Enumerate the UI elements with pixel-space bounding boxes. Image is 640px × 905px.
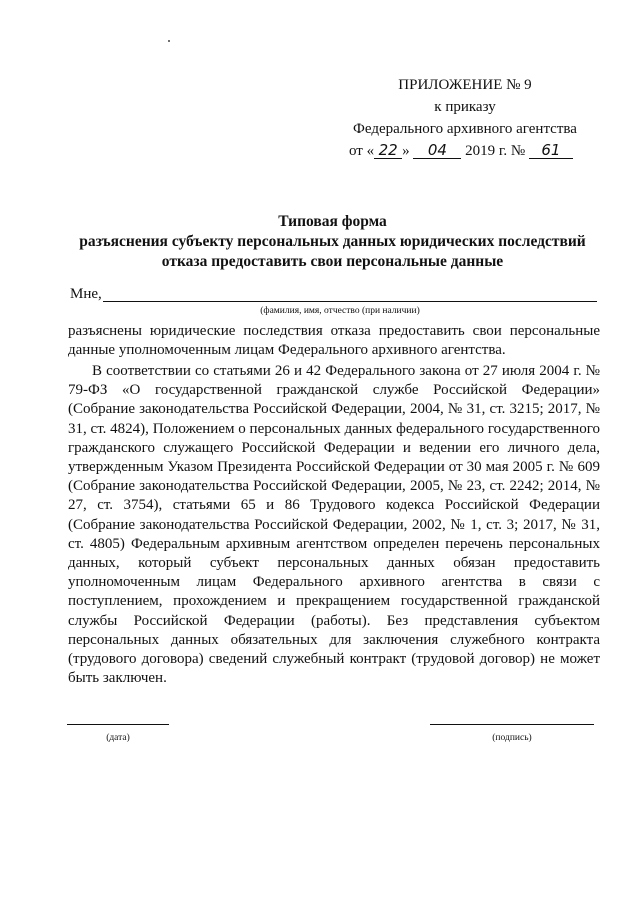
year-text: 2019 г. №	[465, 143, 526, 159]
signature-fill-line[interactable]	[430, 724, 594, 725]
mne-label: Мне,	[70, 286, 102, 302]
scan-speck	[168, 40, 170, 42]
appendix-agency: Федерального архивного агентства	[353, 121, 577, 137]
date-fill-line[interactable]	[67, 724, 169, 725]
handwritten-number: 61	[529, 142, 573, 159]
handwritten-month: 04	[413, 142, 461, 159]
fio-fill-line[interactable]	[103, 301, 597, 302]
date-mid: »	[402, 143, 410, 159]
appendix-date-line	[349, 141, 573, 161]
form-subtitle-line1: разъяснения субъекту персональных данных юридических последствий	[79, 233, 586, 250]
appendix-title: ПРИЛОЖЕНИЕ № 9	[398, 77, 532, 93]
paragraph-legal-basis: В соответствии со статьями 26 и 42 Федерального закона от 27 июля 2004 г. № 79-ФЗ «О государственной гражданской службе Российской Федерации» (Собрание законодательства Российской Федерации, 2004, № 31, ст. 3215; 2017, № 31, ст. 4824), Положением о персональных данных федерального государственного гражданского служащего Российской Федерации и ведении его личного дела, утвержденным Указом Президента Российской Федерации от 30 мая 2005 г. № 609 (Собрание законодательства Российской Федерации, 2005, № 23, ст. 2242; 2014, № 27, ст. 3754), статьями 65 и 86 Трудового кодекса Российской Федерации (Собрание законодательства Российской Федерации, 2002, № 1, ст. 3; 2017, № 31, ст. 4805) Федеральным архивным агентством определен перечень персональных данных, который субъект персональных данных обязан предоставить уполномоченным лицам Федерального архивного агентства в связи с поступлением, прохождением и прекращением государственной гражданской службы Российской Федерации (работы). Без представления субъектом персональных данных обязательных для заключения служебного контракта (трудового договора) сведений служебный контракт (трудовой договор) не может быть заключен.	[68, 363, 600, 687]
appendix-order-ref: к приказу	[434, 99, 496, 115]
date-caption: (дата)	[106, 733, 130, 743]
date-prefix: от «	[349, 143, 375, 159]
signature-caption: (подпись)	[492, 733, 532, 743]
paragraph-consequences: разъяснены юридические последствия отказа предоставить свои персональные данные уполномоченным лицам Федерального архивного агентства.	[68, 323, 600, 359]
form-title: Типовая форма	[278, 213, 387, 230]
form-subtitle-line2: отказа предоставить свои персональные данные	[161, 253, 504, 270]
fio-caption: (фамилия, имя, отчество (при наличии)	[260, 306, 420, 316]
handwritten-day: 22	[374, 142, 402, 159]
